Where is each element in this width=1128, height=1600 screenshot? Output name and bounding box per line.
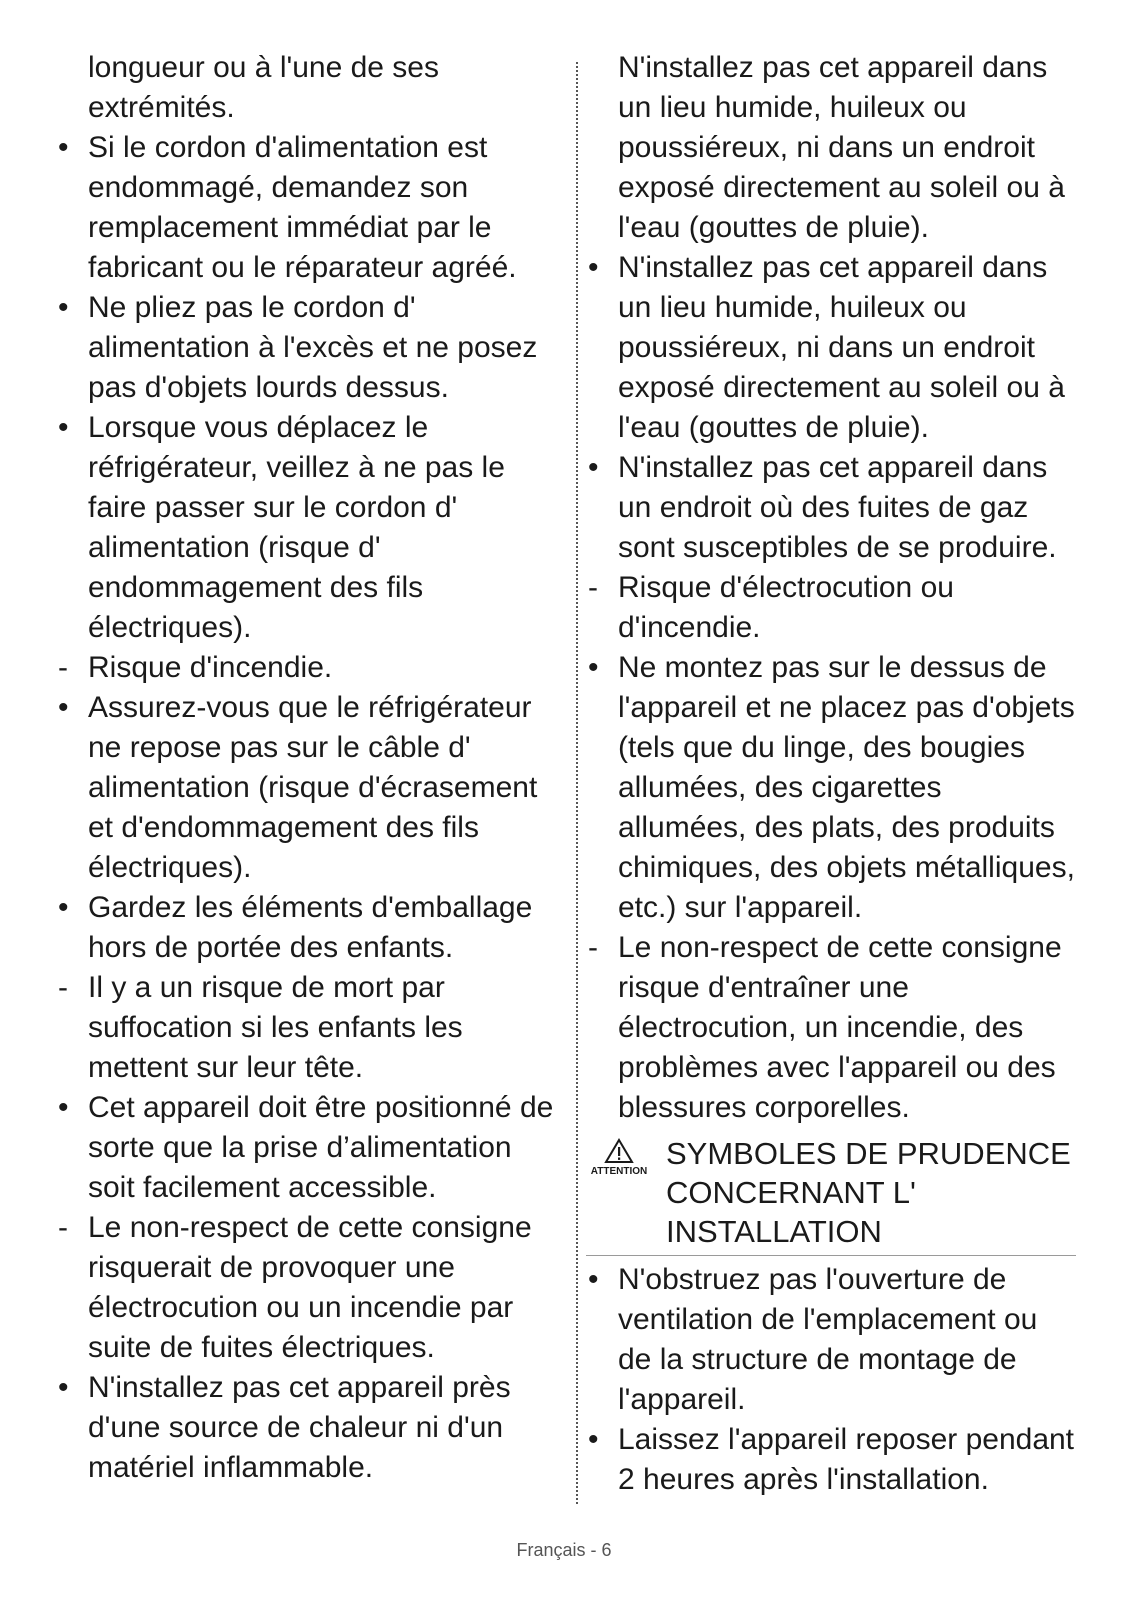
list-item [56, 968, 556, 1088]
list-item-text: Cet appareil doit être positionné de sorte que la prise d’alimentation soit facilement accessible. [88, 1091, 554, 1204]
section-heading-text: SYMBOLES DE PRUDENCE CONCERNANT L' INSTALLATION [666, 1136, 1071, 1249]
list-item-text: Si le cordon d'alimentation est endommagé, demandez son remplacement immédiat par le fabricant ou le réparateur agréé. [88, 131, 517, 284]
list-item [56, 48, 556, 128]
section-heading [586, 1134, 1076, 1256]
list-item [56, 1368, 556, 1488]
bullet-marker: • [58, 411, 69, 444]
list-item-text: Le non-respect de cette consigne risque d'entraîner une électrocution, un incendie, des problèmes avec l'appareil ou des blessures corporelles. [618, 931, 1062, 1124]
list-item-text: longueur ou à l'une de ses extrémités. [88, 51, 439, 124]
dash-marker: - [58, 651, 68, 684]
dash-marker: - [588, 931, 598, 964]
right-column [586, 48, 1076, 1500]
bullet-marker: • [58, 1371, 69, 1404]
list-item-text: Ne pliez pas le cordon d' alimentation à l'excès et ne posez pas d'objets lourds dessus. [88, 291, 538, 404]
list-item [586, 928, 1076, 1128]
dash-marker: - [588, 571, 598, 604]
dash-marker: - [58, 971, 68, 1004]
bullet-marker: • [58, 131, 69, 164]
list-item-text: Laissez l'appareil reposer pendant 2 heures après l'installation. [618, 1423, 1075, 1496]
list-item [586, 248, 1076, 448]
list-item-text: N'installez pas cet appareil dans un endroit où des fuites de gaz sont susceptibles de se produire. [618, 451, 1057, 564]
list-item [56, 688, 556, 888]
list-item [56, 648, 556, 688]
list-item [586, 1260, 1076, 1420]
list-item [586, 48, 1076, 248]
list-item [56, 1088, 556, 1208]
list-item [586, 1420, 1076, 1500]
bullet-marker: • [588, 1263, 599, 1296]
list-item-text: Lorsque vous déplacez le réfrigérateur, veillez à ne pas le faire passer sur le cordon d' alimentation (risque d' endommagement des fils électriques). [88, 411, 505, 644]
list-item-text: Ne montez pas sur le dessus de l'appareil et ne placez pas d'objets (tels que du linge, des bougies allumées, des cigarettes allumées, des plats, des produits chimiques, des objets métalliques, etc.) sur l'appareil. [618, 651, 1075, 924]
column-divider [576, 62, 578, 1504]
list-item-text: Le non-respect de cette consigne risquerait de provoquer une électrocution ou un incendie par suite de fuites électriques. [88, 1211, 532, 1364]
bullet-marker: • [588, 651, 599, 684]
list-item [56, 1208, 556, 1368]
bullet-marker: • [58, 1091, 69, 1124]
dash-marker: - [58, 1211, 68, 1244]
list-item-text: N'obstruez pas l'ouverture de ventilation de l'emplacement ou de la structure de montage de l'appareil. [618, 1263, 1038, 1416]
list-item-text: N'installez pas cet appareil près d'une source de chaleur ni d'un matériel inflammable. [88, 1371, 511, 1484]
list-item-text: N'installez pas cet appareil dans un lieu humide, huileux ou poussiéreux, ni dans un endroit exposé directement au soleil ou à l'eau (gouttes de pluie). [618, 51, 1065, 244]
list-item-text: Risque d'électrocution ou d'incendie. [618, 571, 954, 644]
list-item [56, 288, 556, 408]
bullet-marker: • [588, 1423, 599, 1456]
bullet-marker: • [58, 891, 69, 924]
bullet-marker: • [58, 291, 69, 324]
bullet-marker: • [588, 251, 599, 284]
list-item [56, 128, 556, 288]
left-column [56, 48, 556, 1488]
list-item-text: Il y a un risque de mort par suffocation si les enfants les mettent sur leur tête. [88, 971, 463, 1084]
list-item [56, 408, 556, 648]
page-footer: Français - 6 [516, 1540, 612, 1560]
list-item [56, 888, 556, 968]
list-item [586, 648, 1076, 928]
list-item [586, 448, 1076, 568]
warning-triangle-icon [604, 1138, 634, 1164]
bullet-marker: • [588, 451, 599, 484]
list-item-text: Gardez les éléments d'emballage hors de portée des enfants. [88, 891, 533, 964]
warning-badge [586, 1138, 652, 1178]
list-item-text: Assurez-vous que le réfrigérateur ne repose pas sur le câble d' alimentation (risque d'écrasement et d'endommagement des fils électriques). [88, 691, 538, 884]
list-item-text: N'installez pas cet appareil dans un lieu humide, huileux ou poussiéreux, ni dans un endroit exposé directement au soleil ou à l'eau (gouttes de pluie). [618, 251, 1065, 444]
list-item-text: Risque d'incendie. [88, 651, 333, 684]
bullet-marker: • [58, 691, 69, 724]
warning-label: ATTENTION [590, 1166, 648, 1177]
list-item [586, 568, 1076, 648]
